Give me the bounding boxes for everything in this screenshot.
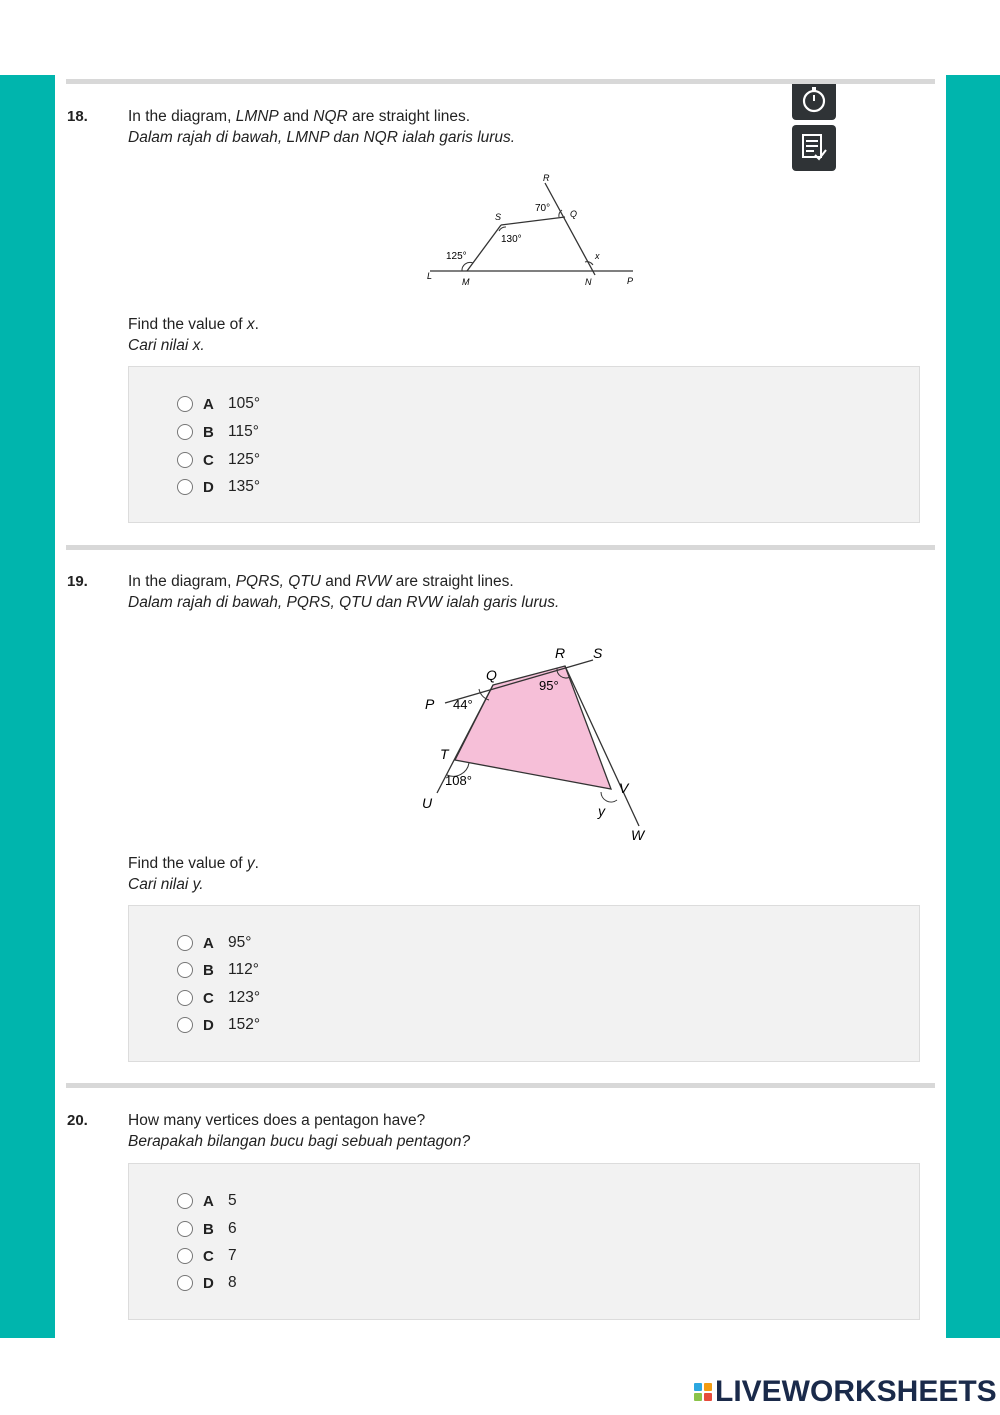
option-d[interactable]: D 152° — [177, 1015, 260, 1035]
option-a[interactable]: A 5 — [177, 1191, 237, 1211]
timer-icon — [792, 80, 836, 120]
question-text-ms: Dalam rajah di bawah, LMNP dan NQR ialah garis lurus. — [128, 129, 516, 146]
option-b[interactable]: B 115° — [177, 422, 259, 442]
question-text-en: How many vertices does a pentagon have? — [128, 1112, 426, 1129]
option-a[interactable]: A 105° — [177, 394, 260, 414]
diagram-q18 — [415, 165, 655, 295]
angle-95: 95° — [539, 678, 559, 693]
radio-button[interactable] — [177, 1017, 193, 1033]
label-s: S — [495, 212, 502, 222]
radio-button[interactable] — [177, 452, 193, 468]
radio-button[interactable] — [177, 396, 193, 412]
question-text — [128, 106, 515, 148]
diagram-q19 — [415, 638, 675, 848]
options-box — [128, 1163, 920, 1320]
question-text-en: In the diagram, PQRS, QTU and RVW are straight lines. — [128, 573, 514, 590]
angle-108: 108° — [445, 773, 472, 788]
liveworksheets-logo — [694, 1375, 997, 1409]
radio-button[interactable] — [177, 962, 193, 978]
radio-button[interactable] — [177, 1221, 193, 1237]
option-c[interactable]: C 125° — [177, 450, 260, 470]
radio-button[interactable] — [177, 424, 193, 440]
find-text-en: Find the value of x. — [128, 316, 259, 333]
label-x: x — [595, 251, 600, 261]
check-answers-button[interactable] — [792, 125, 836, 171]
label-n: N — [585, 277, 592, 287]
question-text — [128, 571, 559, 613]
question-text-en: In the diagram, LMNP and NQR are straight lines. — [128, 108, 471, 125]
label-p: P — [627, 276, 634, 286]
label-s: S — [593, 645, 603, 661]
find-text — [128, 314, 259, 356]
radio-button[interactable] — [177, 1248, 193, 1264]
angle-70: 70° — [535, 203, 551, 214]
option-a[interactable]: A 95° — [177, 933, 251, 953]
label-y: y — [598, 803, 605, 819]
options-box — [128, 905, 920, 1062]
question-text-ms: Berapakah bilangan bucu bagi sebuah pentagon? — [128, 1133, 471, 1150]
label-r: R — [543, 173, 550, 183]
find-text-ms: Cari nilai y. — [128, 876, 204, 893]
question-separator — [66, 545, 935, 550]
timer-button[interactable] — [792, 80, 836, 120]
find-text-ms: Cari nilai x. — [128, 337, 205, 354]
label-q: Q — [486, 667, 497, 683]
label-p: P — [425, 696, 435, 712]
question-number: 18. — [67, 108, 88, 125]
label-v: V — [619, 780, 629, 796]
option-b[interactable]: B 6 — [177, 1219, 237, 1239]
radio-button[interactable] — [177, 1193, 193, 1209]
options-box — [128, 366, 920, 523]
question-text-ms: Dalam rajah di bawah, PQRS, QTU dan RVW ialah garis lurus. — [128, 594, 560, 611]
answer-sheet-check-icon — [792, 125, 836, 171]
option-c[interactable]: C 7 — [177, 1246, 237, 1266]
angle-125: 125° — [446, 251, 467, 262]
label-q: Q — [570, 209, 578, 219]
option-d[interactable]: D 8 — [177, 1273, 237, 1293]
option-d[interactable]: D 135° — [177, 477, 260, 497]
option-c[interactable]: C 123° — [177, 988, 260, 1008]
left-side-bar — [0, 75, 55, 1338]
brand-name: LIVEWORKSHEETS — [715, 1375, 997, 1408]
question-number: 20. — [67, 1112, 88, 1129]
find-text — [128, 853, 259, 895]
radio-button[interactable] — [177, 935, 193, 951]
label-w: W — [631, 827, 645, 843]
radio-button[interactable] — [177, 1275, 193, 1291]
label-r: R — [555, 645, 566, 661]
label-m: M — [462, 277, 470, 287]
label-t: T — [440, 746, 449, 762]
radio-button[interactable] — [177, 479, 193, 495]
question-separator — [66, 79, 935, 84]
brand-logo-icon — [694, 1383, 712, 1401]
angle-44: 44° — [453, 697, 473, 712]
question-text — [128, 1110, 470, 1152]
right-side-bar — [946, 75, 1000, 1338]
label-u: U — [422, 795, 433, 811]
find-text-en: Find the value of y. — [128, 855, 259, 872]
angle-130: 130° — [501, 234, 522, 245]
radio-button[interactable] — [177, 990, 193, 1006]
question-separator — [66, 1083, 935, 1088]
label-l: L — [427, 271, 433, 281]
question-number: 19. — [67, 573, 88, 590]
option-b[interactable]: B 112° — [177, 960, 259, 980]
